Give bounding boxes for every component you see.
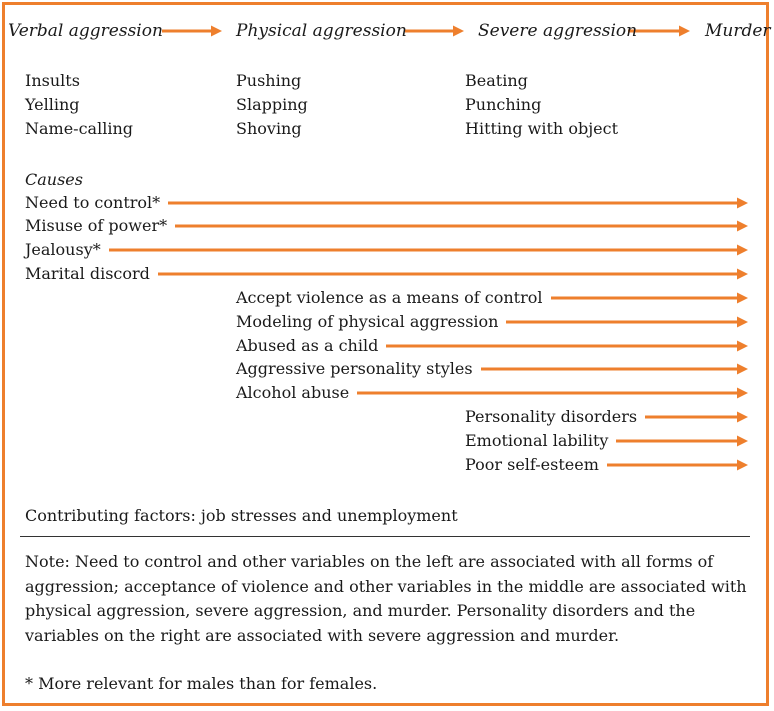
cause-arrow [616, 436, 748, 447]
cause-arrow [357, 388, 748, 399]
divider [20, 536, 750, 537]
cause-right: Personality disorders [465, 407, 638, 426]
example-verbal: Name-calling [25, 119, 133, 138]
cause-arrow [645, 412, 748, 423]
cause-arrow [109, 245, 748, 256]
example-physical: Shoving [236, 119, 302, 138]
example-verbal: Insults [25, 71, 80, 90]
note-text: Note: Need to control and other variables on the left are associated with all forms of aggression; acceptance of violence and other variables in the middle are associated with physical aggression, severe aggression, and murder. Personality disorders and the variables on the right are associated with severe aggression and murder. [25, 552, 747, 645]
cause-arrow [551, 293, 748, 304]
stage-verbal: Verbal aggression [8, 21, 163, 41]
cause-arrow [158, 269, 748, 280]
example-severe: Hitting with object [465, 119, 619, 138]
cause-arrow [168, 198, 748, 209]
cause-arrow [175, 221, 748, 232]
stage-arrow [405, 26, 464, 37]
cause-right: Emotional lability [465, 431, 609, 450]
cause-left: Jealousy* [25, 240, 101, 259]
footnote: * More relevant for males than for females. [25, 674, 378, 693]
example-physical: Slapping [236, 95, 308, 114]
cause-left: Marital discord [25, 264, 150, 283]
stage-arrow [162, 26, 222, 37]
example-verbal: Yelling [25, 95, 80, 114]
cause-left: Misuse of power* [25, 216, 168, 235]
cause-arrow [506, 317, 748, 328]
cause-middle: Aggressive personality styles [236, 359, 473, 378]
cause-right: Poor self-esteem [465, 455, 599, 474]
example-physical: Pushing [236, 71, 302, 90]
cause-middle: Accept violence as a means of control [236, 288, 543, 307]
stage-murder: Murder [705, 21, 771, 41]
cause-left: Need to control* [25, 193, 161, 212]
stage-arrow [628, 26, 690, 37]
example-severe: Beating [465, 71, 528, 90]
cause-middle: Modeling of physical aggression [236, 312, 499, 331]
causes-heading: Causes [25, 170, 83, 189]
cause-middle: Alcohol abuse [236, 383, 350, 402]
stage-physical: Physical aggression [236, 21, 407, 41]
contributing-factors: Contributing factors: job stresses and unemployment [25, 506, 458, 525]
cause-arrow [607, 460, 748, 471]
cause-arrow [386, 341, 748, 352]
cause-arrow [481, 364, 748, 375]
cause-middle: Abused as a child [236, 336, 379, 355]
stage-severe: Severe aggression [478, 21, 638, 41]
example-severe: Punching [465, 95, 542, 114]
